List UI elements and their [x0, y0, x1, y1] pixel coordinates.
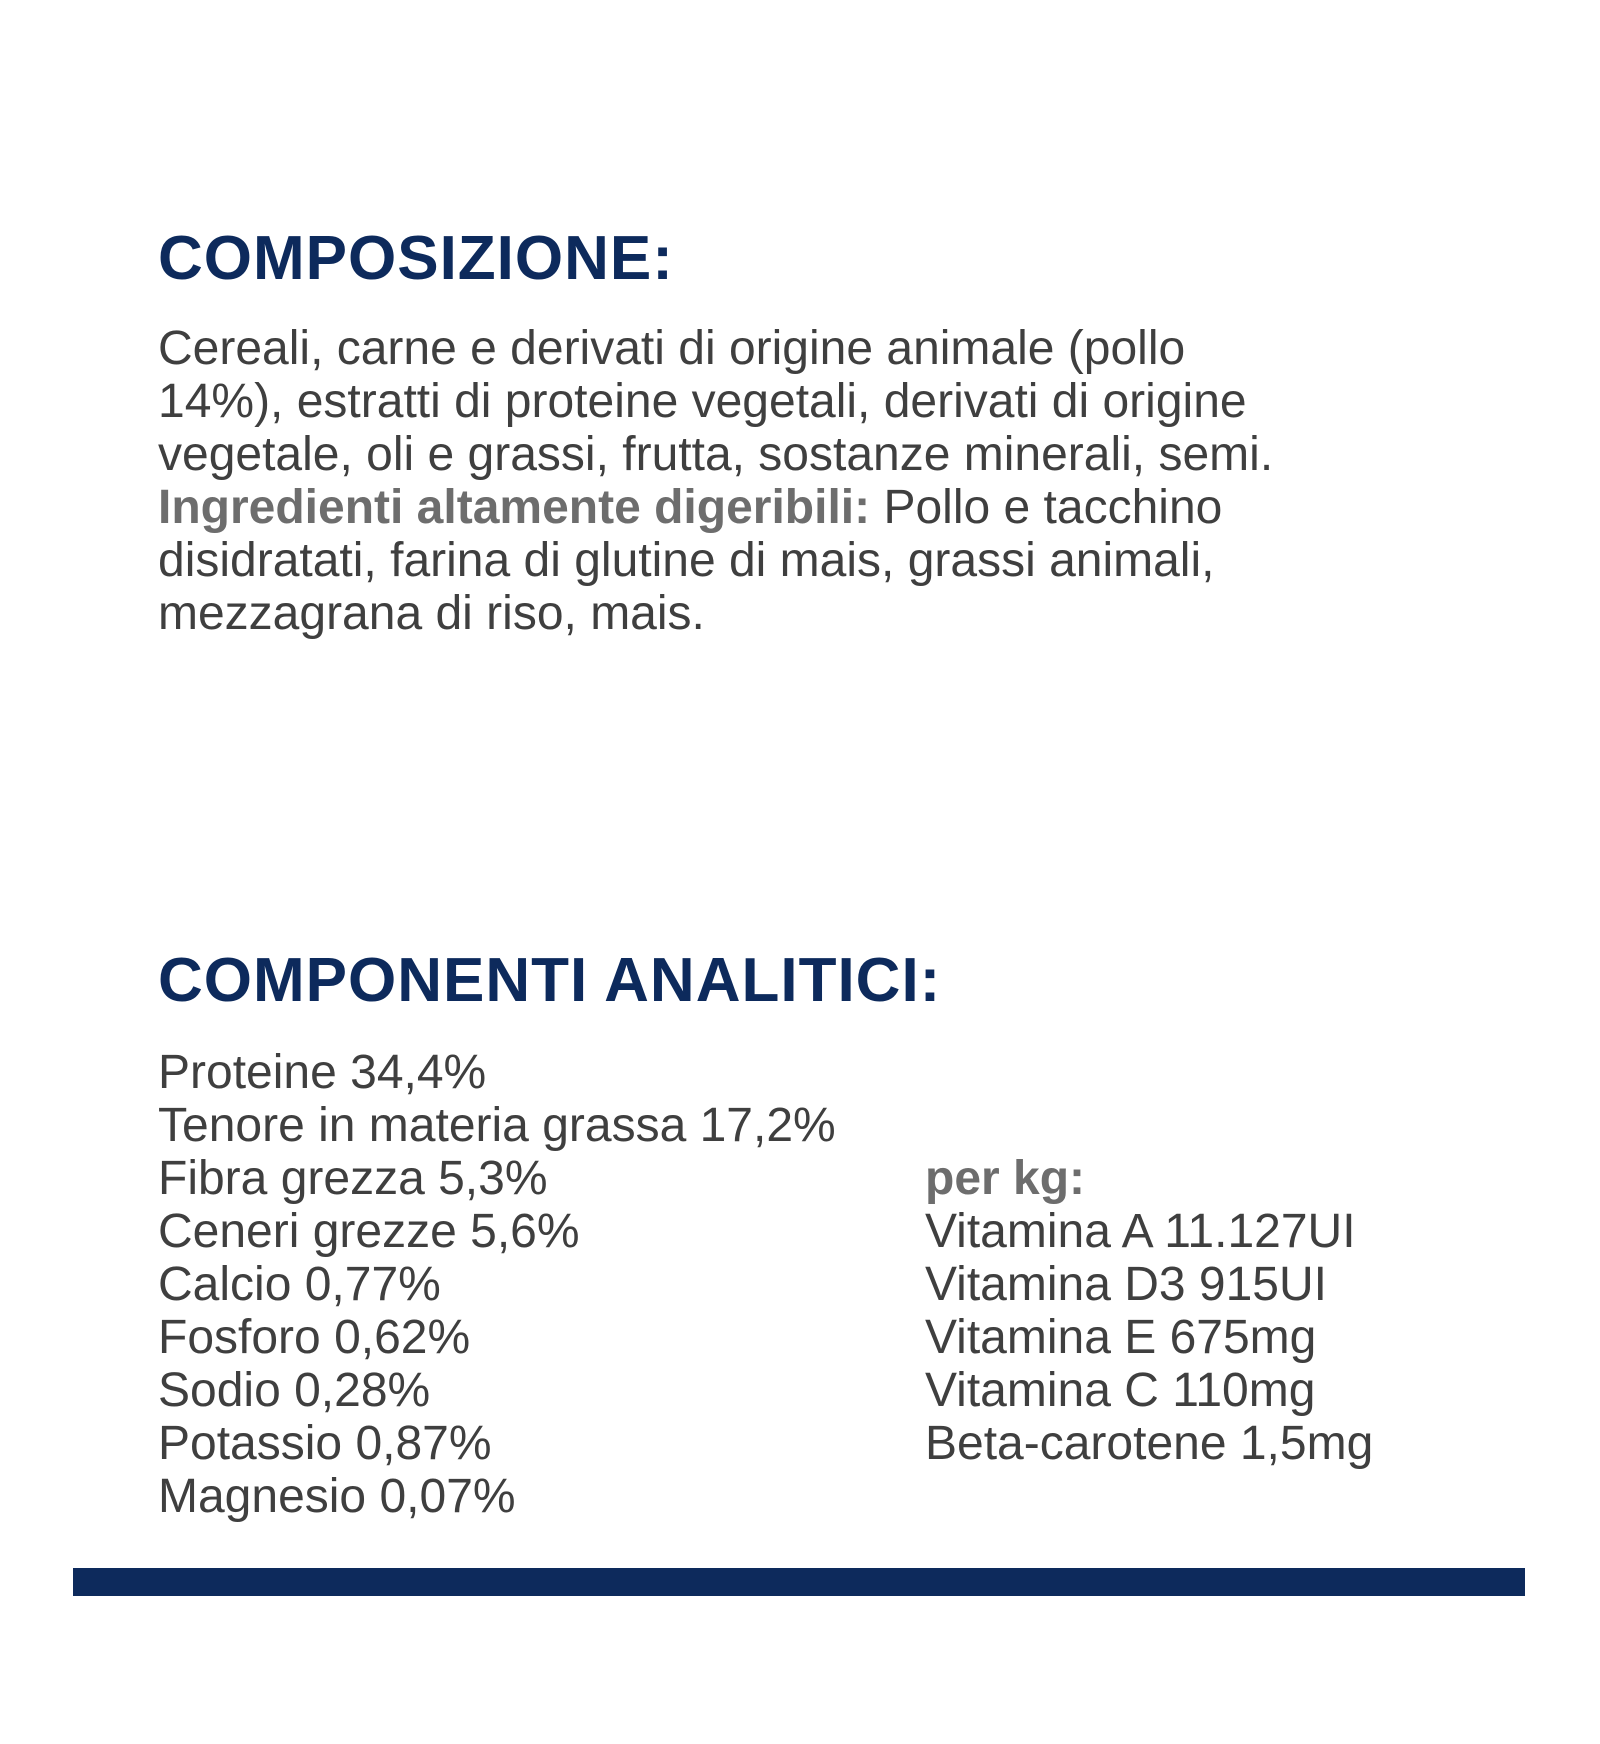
vitamin-item: Beta-carotene 1,5mg [925, 1417, 1374, 1470]
composition-line: vegetale, oli e grassi, frutta, sostanze minerali, semi. [158, 428, 1274, 481]
vitamin-item: Vitamina C 110mg [925, 1364, 1316, 1417]
analytic-item: Ceneri grezze 5,6% [158, 1205, 580, 1258]
per-kg-label: per kg: [925, 1152, 1086, 1205]
vitamin-item: Vitamina A 11.127UI [925, 1205, 1356, 1258]
footer-bar [73, 1568, 1525, 1596]
analytic-item: Tenore in materia grassa 17,2% [158, 1099, 836, 1152]
analytic-heading: COMPONENTI ANALITICI: [158, 946, 942, 1015]
analytic-item: Potassio 0,87% [158, 1417, 492, 1470]
vitamins-list [925, 1205, 1373, 1470]
composition-text [158, 322, 1488, 640]
analytic-item: Fibra grezza 5,3% [158, 1152, 548, 1205]
composition-line: mezzagrana di riso, mais. [158, 587, 705, 640]
vitamin-item: Vitamina D3 915UI [925, 1258, 1327, 1311]
analytic-item: Fosforo 0,62% [158, 1311, 471, 1364]
vitamin-item: Vitamina E 675mg [925, 1311, 1317, 1364]
composition-line: 14%), estratti di proteine vegetali, derivati di origine [158, 375, 1247, 428]
analytic-item: Magnesio 0,07% [158, 1470, 516, 1523]
composition-heading: COMPOSIZIONE: [158, 224, 674, 293]
analytic-list [158, 1046, 836, 1523]
highlight-label: Ingredienti altamente digeribili: [158, 481, 871, 534]
analytic-item: Calcio 0,77% [158, 1258, 441, 1311]
composition-line: disidratati, farina di glutine di mais, grassi animali, [158, 534, 1215, 587]
analytic-item: Sodio 0,28% [158, 1364, 431, 1417]
highlight-line [158, 481, 1488, 534]
highlight-text: Pollo e tacchino [870, 481, 1223, 534]
analytic-item: Proteine 34,4% [158, 1046, 487, 1099]
composition-line: Cereali, carne e derivati di origine animale (pollo [158, 322, 1186, 375]
